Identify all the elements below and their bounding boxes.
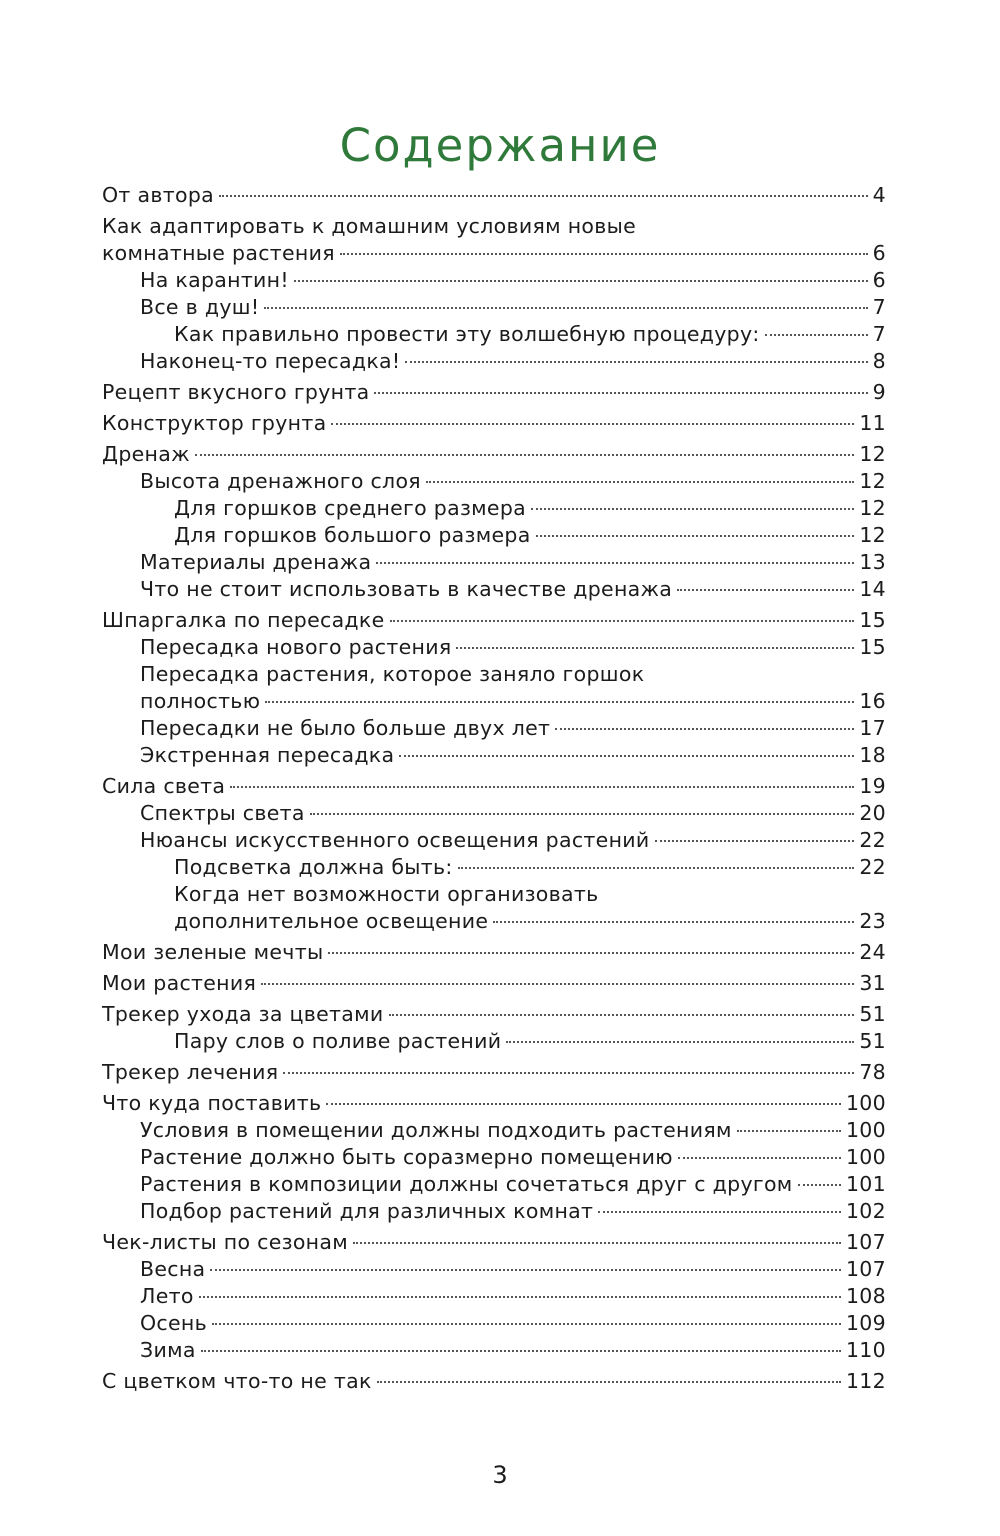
toc-entry[interactable] (102, 348, 886, 375)
toc-entry[interactable] (102, 1198, 886, 1225)
dot-leader (230, 786, 854, 788)
toc-entry-page: 101 (845, 1172, 886, 1196)
dot-leader (265, 701, 854, 703)
toc-entry-page: 6 (872, 268, 886, 292)
toc-entry-row (140, 348, 886, 375)
toc-entry-page: 12 (859, 523, 886, 547)
toc-entry[interactable] (102, 854, 886, 881)
toc-entry[interactable] (102, 634, 886, 661)
dot-leader (310, 813, 855, 815)
toc-entry-row (140, 549, 886, 576)
toc-entry-page: 31 (859, 971, 886, 995)
toc-entry-row (140, 1256, 886, 1283)
toc-entry-row (140, 468, 886, 495)
toc-entry-row (174, 321, 886, 348)
toc-entry[interactable] (102, 468, 886, 495)
toc-entry-page: 102 (845, 1199, 886, 1223)
toc-entry-label: Мои растения (102, 971, 257, 995)
dot-leader (283, 1072, 854, 1074)
toc-entry-page: 107 (845, 1230, 886, 1254)
toc-entry-page: 100 (845, 1145, 886, 1169)
toc-entry-label: Трекер ухода за цветами (102, 1002, 384, 1026)
page-number: 3 (492, 1461, 508, 1489)
toc-entry-page: 23 (859, 909, 886, 933)
toc-entry[interactable] (102, 522, 886, 549)
toc-entry-label: Весна (140, 1257, 206, 1281)
toc-entry-label: Лето (140, 1284, 194, 1308)
toc-entry-page: 15 (859, 608, 886, 632)
dot-leader (531, 508, 854, 510)
toc-entry-page: 24 (859, 940, 886, 964)
toc-entry-label: Подсветка должна быть: (174, 855, 453, 879)
toc-entry-row (102, 1090, 886, 1117)
dot-leader (199, 1296, 841, 1298)
toc-entry-page: 17 (859, 716, 886, 740)
toc-entry[interactable] (102, 1117, 886, 1144)
toc-entry-row (140, 800, 886, 827)
toc-entry-row (140, 294, 886, 321)
toc-entry-row (140, 576, 886, 603)
toc-entry-row (102, 1001, 886, 1028)
toc-entry-label: Нюансы искусственного освещения растений (140, 828, 650, 852)
toc-entry[interactable] (102, 321, 886, 348)
dot-leader (765, 334, 868, 336)
toc-entry-label: Дренаж (102, 442, 190, 466)
toc-entry-row (102, 379, 886, 406)
toc-entry[interactable] (102, 576, 886, 603)
toc-entry-label: Зима (140, 1338, 196, 1362)
toc-entry-row (140, 1117, 886, 1144)
toc-entry[interactable] (102, 441, 886, 468)
toc-entry[interactable] (102, 1368, 886, 1395)
toc-entry[interactable] (102, 267, 886, 294)
toc-entry[interactable] (102, 970, 886, 997)
toc-entry-page: 4 (872, 183, 886, 207)
dot-leader (426, 481, 854, 483)
toc-entry-row (140, 634, 886, 661)
toc-entry-row (102, 240, 886, 267)
table-of-contents (102, 182, 886, 1395)
toc-entry[interactable] (102, 939, 886, 966)
toc-entry-label-first-line: Когда нет возможности организовать (174, 882, 599, 906)
toc-entry-page: 51 (859, 1002, 886, 1026)
toc-entry-page: 15 (859, 635, 886, 659)
toc-entry[interactable] (102, 1283, 886, 1310)
toc-entry-page: 12 (859, 469, 886, 493)
toc-entry-label: Трекер лечения (102, 1060, 279, 1084)
toc-entry-page: 14 (859, 577, 886, 601)
toc-entry-page: 8 (872, 349, 886, 373)
toc-entry-row (174, 908, 886, 935)
toc-entry-label: Материалы дренажа (140, 550, 372, 574)
toc-entry-label: Подбор растений для различных комнат (140, 1199, 594, 1223)
dot-leader (212, 1323, 841, 1325)
toc-entry[interactable] (102, 213, 886, 267)
toc-entry-row (174, 495, 886, 522)
toc-entry-row (174, 1028, 886, 1055)
dot-leader (374, 392, 867, 394)
toc-entry-row (140, 1144, 886, 1171)
toc-entry-page: 108 (845, 1284, 886, 1308)
toc-entry-label: Шпаргалка по пересадке (102, 608, 385, 632)
toc-entry-page: 22 (859, 855, 886, 879)
toc-entry-page: 109 (845, 1311, 886, 1335)
dot-leader (261, 983, 854, 985)
dot-leader (377, 1381, 841, 1383)
dot-leader (328, 952, 854, 954)
toc-entry-page: 7 (872, 322, 886, 346)
toc-entry[interactable] (102, 661, 886, 715)
toc-entry-label: Для горшков среднего размера (174, 496, 527, 520)
toc-entry-label: Для горшков большого размера (174, 523, 531, 547)
toc-entry[interactable] (102, 182, 886, 209)
toc-entry-row (140, 742, 886, 769)
toc-entry-label: Пересадка нового растения (140, 635, 452, 659)
toc-entry-row (102, 410, 886, 437)
toc-entry-label: Растение должно быть соразмерно помещению (140, 1145, 673, 1169)
dot-leader (798, 1184, 841, 1186)
dot-leader (678, 1157, 841, 1159)
toc-entry-row (174, 522, 886, 549)
toc-entry-label: Чек-листы по сезонам (102, 1230, 349, 1254)
toc-entry-row (102, 607, 886, 634)
dot-leader (598, 1211, 841, 1213)
dot-leader (353, 1242, 841, 1244)
toc-entry-page: 51 (859, 1029, 886, 1053)
dot-leader (506, 1041, 854, 1043)
toc-entry[interactable] (102, 1256, 886, 1283)
toc-entry[interactable] (102, 549, 886, 576)
toc-entry-label: Что не стоит использовать в качестве дренажа (140, 577, 673, 601)
toc-entry-label: Все в душ! (140, 295, 260, 319)
toc-entry[interactable] (102, 773, 886, 800)
dot-leader (201, 1350, 841, 1352)
toc-entry[interactable] (102, 1144, 886, 1171)
dot-leader (219, 195, 868, 197)
toc-entry-row (140, 1171, 886, 1198)
toc-entry[interactable] (102, 800, 886, 827)
dot-leader (195, 454, 854, 456)
toc-entry-label: дополнительное освещение (174, 909, 489, 933)
toc-entry-label: С цветком что-то не так (102, 1369, 372, 1393)
dot-leader (264, 307, 867, 309)
dot-leader (390, 620, 855, 622)
toc-entry[interactable] (102, 827, 886, 854)
dot-leader (456, 647, 854, 649)
toc-entry-row (102, 441, 886, 468)
dot-leader (536, 535, 855, 537)
toc-entry-page: 20 (859, 801, 886, 825)
dot-leader (376, 562, 854, 564)
toc-entry[interactable] (102, 607, 886, 634)
toc-entry-row (140, 267, 886, 294)
toc-entry-label: Высота дренажного слоя (140, 469, 421, 493)
toc-entry-label: Конструктор грунта (102, 411, 327, 435)
toc-entry-row (140, 827, 886, 854)
toc-entry-page: 12 (859, 442, 886, 466)
toc-entry-label: Условия в помещении должны подходить растениям (140, 1118, 732, 1142)
dot-leader (655, 840, 855, 842)
toc-entry-label-first-line: Как адаптировать к домашним условиям новые (102, 214, 637, 238)
toc-entry-page: 7 (872, 295, 886, 319)
toc-entry-label: Осень (140, 1311, 208, 1335)
toc-entry[interactable] (102, 1229, 886, 1256)
toc-entry-label: Как правильно провести эту волшебную процедуру: (174, 322, 760, 346)
toc-entry-label: Экстренная пересадка (140, 743, 395, 767)
toc-entry[interactable] (102, 881, 886, 935)
toc-entry-label: полностью (140, 689, 261, 713)
toc-entry-row (140, 1283, 886, 1310)
toc-entry[interactable] (102, 1090, 886, 1117)
toc-entry-page: 78 (859, 1060, 886, 1084)
toc-entry-label: Рецепт вкусного грунта (102, 380, 370, 404)
toc-entry-row (102, 939, 886, 966)
toc-entry-row (102, 182, 886, 209)
toc-entry-row (102, 970, 886, 997)
toc-entry-label: Пересадки не было больше двух лет (140, 716, 551, 740)
toc-entry-page: 12 (859, 496, 886, 520)
toc-entry-page: 9 (872, 380, 886, 404)
toc-entry-page: 18 (859, 743, 886, 767)
toc-entry[interactable] (102, 495, 886, 522)
toc-entry[interactable] (102, 1059, 886, 1086)
dot-leader (677, 589, 854, 591)
toc-entry-label: От автора (102, 183, 214, 207)
toc-entry[interactable] (102, 410, 886, 437)
dot-leader (458, 867, 855, 869)
toc-entry[interactable] (102, 1337, 886, 1364)
toc-entry-label: Спектры света (140, 801, 305, 825)
toc-entry[interactable] (102, 379, 886, 406)
page-title: Содержание (339, 119, 661, 172)
dot-leader (389, 1014, 855, 1016)
toc-entry-row (140, 1337, 886, 1364)
dot-leader (210, 1269, 841, 1271)
toc-entry-label: На карантин! (140, 268, 289, 292)
toc-entry[interactable] (102, 1001, 886, 1028)
dot-leader (294, 280, 868, 282)
dot-leader (331, 423, 854, 425)
toc-entry-page: 16 (859, 689, 886, 713)
toc-entry-row (102, 1368, 886, 1395)
toc-entry-page: 110 (845, 1338, 886, 1362)
dot-leader (326, 1103, 841, 1105)
toc-entry-page: 100 (845, 1118, 886, 1142)
toc-entry[interactable] (102, 294, 886, 321)
dot-leader (555, 728, 854, 730)
dot-leader (399, 755, 854, 757)
toc-entry-label: Пару слов о поливе растений (174, 1029, 502, 1053)
toc-entry-row (140, 1310, 886, 1337)
toc-entry[interactable] (102, 742, 886, 769)
dot-leader (737, 1130, 841, 1132)
toc-entry-label: Сила света (102, 774, 226, 798)
toc-entry[interactable] (102, 1310, 886, 1337)
toc-entry-label: комнатные растения (102, 241, 335, 265)
toc-entry-row (140, 688, 886, 715)
toc-entry-page: 19 (859, 774, 886, 798)
toc-entry[interactable] (102, 1028, 886, 1055)
toc-entry-page: 13 (859, 550, 886, 574)
toc-entry-label: Мои зеленые мечты (102, 940, 324, 964)
toc-entry-page: 107 (845, 1257, 886, 1281)
toc-entry-page: 22 (859, 828, 886, 852)
toc-entry-page: 6 (872, 241, 886, 265)
toc-entry-page: 112 (845, 1369, 886, 1393)
toc-entry-label: Растения в композиции должны сочетаться друг с другом (140, 1172, 793, 1196)
toc-entry-row (102, 1059, 886, 1086)
toc-entry-row (174, 854, 886, 881)
toc-entry-row (102, 1229, 886, 1256)
toc-entry[interactable] (102, 1171, 886, 1198)
dot-leader (493, 921, 854, 923)
toc-entry-page: 100 (845, 1091, 886, 1115)
dot-leader (405, 361, 867, 363)
toc-entry-row (140, 715, 886, 742)
toc-entry-label-first-line: Пересадка растения, которое заняло горшок (140, 662, 645, 686)
dot-leader (340, 253, 868, 255)
toc-entry[interactable] (102, 715, 886, 742)
toc-entry-row (140, 1198, 886, 1225)
toc-entry-row (102, 773, 886, 800)
toc-entry-label: Что куда поставить (102, 1091, 322, 1115)
toc-entry-page: 11 (859, 411, 886, 435)
toc-entry-label: Наконец-то пересадка! (140, 349, 401, 373)
